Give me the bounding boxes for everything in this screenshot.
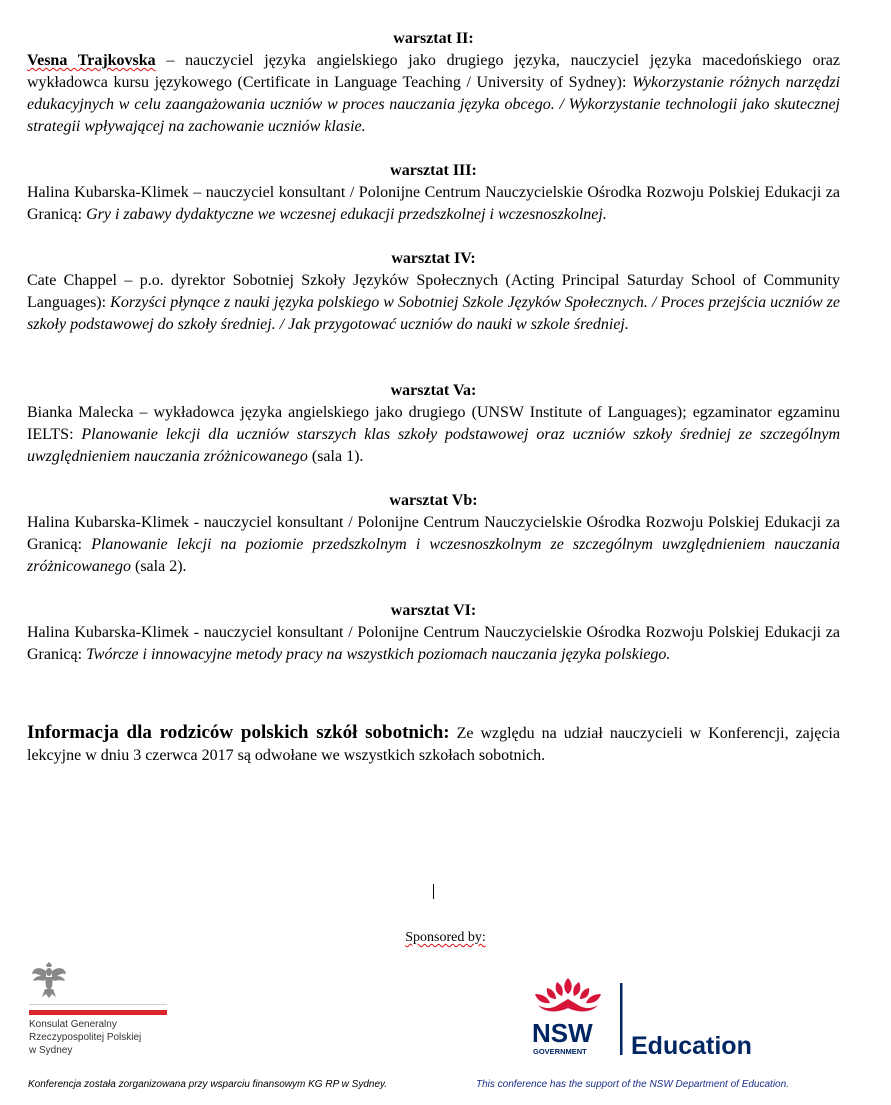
workshop-description: [27, 512, 840, 578]
workshop-title: warsztat IV:: [391, 250, 476, 267]
workshop-description: [27, 50, 840, 138]
workshop-title: warsztat III:: [390, 162, 477, 179]
nsw-government-label: GOVERNMENT: [533, 1047, 587, 1056]
workshop-topic: Korzyści płynące z nauki języka polskiego w Sobotniej Szkole Języków Społecznych. / Proces przejścia uczniów ze szkoły podstawowej do szkoły średniej. / Jak przygotować uczniów do nauki w szkole średniej.: [27, 294, 841, 333]
nsw-wordmark: NSW: [532, 1018, 593, 1048]
workshop-2: [27, 28, 840, 138]
workshop-title: warsztat Va:: [390, 382, 477, 399]
consulate-name: [29, 1018, 141, 1057]
waratah-icon: [535, 978, 601, 1011]
workshop-4: [27, 248, 840, 336]
speaker-role: Cate Chappel – p.o. dyrektor Sobotniej Szkoły Języków Społecznych (Acting Principal Saturday School of Community Languages):: [27, 272, 840, 311]
workshop-5b: [27, 490, 840, 578]
text-cursor: [433, 884, 434, 899]
sponsored-label: [0, 930, 891, 946]
speaker-name: Vesna Trajkovska: [27, 52, 156, 69]
polish-eagle-icon: [29, 960, 69, 1000]
workshop-topic: Planowanie lekcji dla uczniów starszych klas szkoły podstawowej oraz uczniów szkoły średniej ze szczególnym uwzględnieniem nauczania zróżnicowanego: [27, 426, 840, 465]
polish-flag-bar: [29, 1004, 167, 1014]
flag-red-stripe: [29, 1010, 167, 1015]
parents-notice-heading: Informacja dla rodziców polskich szkół sobotnich:: [27, 722, 450, 743]
footer-right-note: This conference has the support of the NSW Department of Education.: [476, 1079, 789, 1090]
workshop-description: [27, 402, 840, 468]
workshop-description: [27, 182, 840, 226]
workshop-title: warsztat II:: [393, 30, 474, 47]
consulate-line-2: Rzeczypospolitej Polskiej: [29, 1032, 142, 1043]
speaker-role: Halina Kubarska-Klimek - nauczyciel konsultant / Polonijne Centrum Nauczycielskie Ośrodka Rozwoju Polskiej Edukacji za Granicą:: [27, 514, 840, 553]
footer-left-note: Konferencja została zorganizowana przy wsparciu finansowym KG RP w Sydney.: [28, 1079, 388, 1090]
education-wordmark: Education: [631, 1032, 752, 1060]
nsw-education-logo: [530, 975, 770, 1060]
logo-divider: [620, 983, 623, 1055]
workshop-topic: Planowanie lekcji na poziomie przedszkolnym i wczesnoszkolnym ze szczególnym uwzględnieniem nauczania zróżnicowanego: [27, 536, 841, 575]
document-body: [27, 28, 840, 767]
parents-notice: [27, 722, 840, 767]
speaker-role: Halina Kubarska-Klimek – nauczyciel konsultant / Polonijne Centrum Nauczycielskie Ośrodka Rozwoju Polskiej Edukacji za Granicą:: [27, 184, 840, 223]
consulate-line-1: Konsulat Generalny: [29, 1019, 117, 1030]
speaker-role: Halina Kubarska-Klimek - nauczyciel konsultant / Polonijne Centrum Nauczycielskie Ośrodka Rozwoju Polskiej Edukacji za Granicą:: [27, 624, 840, 663]
workshop-3: [27, 160, 840, 226]
workshop-after: (sala 2).: [131, 558, 187, 575]
parents-notice-text: Ze względu na udział nauczycieli w Konferencji, zajęcia lekcyjne w dniu 3 czerwca 2017 są odwołane we wszystkich szkołach sobotnich.: [27, 725, 840, 764]
workshop-title: warsztat Vb:: [389, 492, 478, 509]
speaker-role: – nauczyciel języka angielskiego jako drugiego języka, nauczyciel języka macedońskiego oraz wykładowca kursu językowego (Certificate in Language Teaching / University of Sydney):: [27, 52, 840, 91]
speaker-role: Bianka Malecka – wykładowca języka angielskiego jako drugiego (UNSW Institute of Languages); egzaminator egzaminu IELTS:: [27, 404, 840, 443]
workshop-description: [27, 270, 840, 336]
workshop-after: (sala 1).: [307, 448, 364, 465]
consulate-line-3: w Sydney: [29, 1045, 73, 1056]
sponsored-text: Sponsored by:: [405, 930, 486, 945]
workshop-5a: [27, 380, 840, 468]
workshop-topic: Wykorzystanie różnych narzędzi edukacyjnych w celu zaangażowania uczniów w proces nauczania języka obcego. / Wykorzystanie technologii jako skutecznej strategii wpływającej na zachowanie uczniów klasie.: [27, 74, 841, 135]
workshop-description: [27, 622, 840, 666]
workshop-6: [27, 600, 840, 666]
workshop-topic: Gry i zabawy dydaktyczne we wczesnej edukacji przedszkolnej i wczesnoszkolnej.: [86, 206, 607, 223]
workshop-topic: Twórcze i innowacyjne metody pracy na wszystkich poziomach nauczania języka polskiego.: [86, 646, 671, 663]
workshop-title: warsztat VI:: [390, 602, 477, 619]
